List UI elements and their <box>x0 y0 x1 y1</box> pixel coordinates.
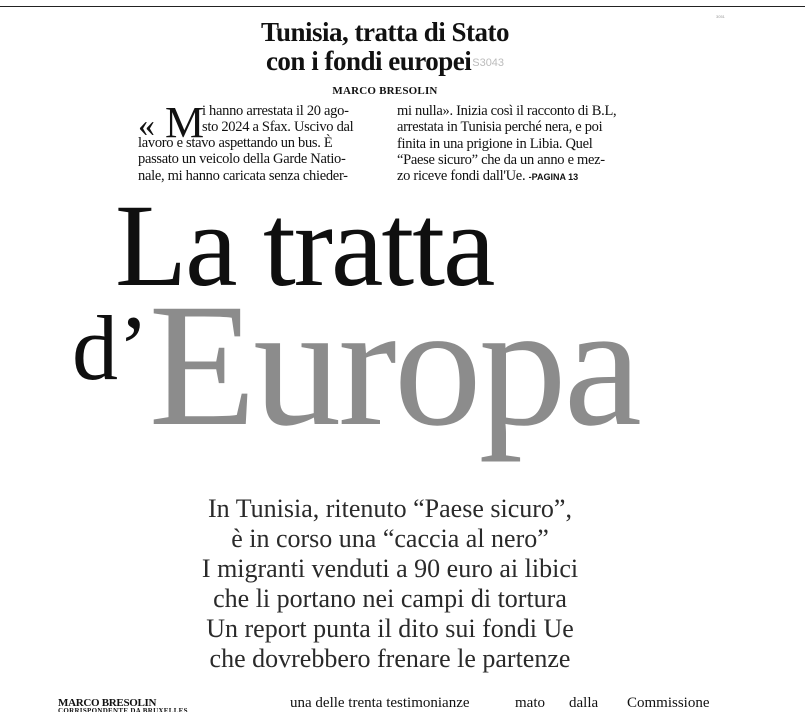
main-headline-line-2 <box>72 268 639 463</box>
footer-byline-role: CORRISPONDENTE DA BRUXELLES <box>58 707 188 712</box>
body-text-fragment: Commissione <box>627 695 710 711</box>
headline-prefix: d’ <box>72 297 149 399</box>
body-text-fragment: una delle trenta testimonianze <box>290 695 470 711</box>
top-rule <box>0 6 805 7</box>
lead-line: mi nulla». Inizia così il racconto di B.L, <box>397 103 617 119</box>
teaser-byline: MARCO BRESOLIN <box>332 85 438 97</box>
body-text-fragment: mato <box>515 695 545 711</box>
headline-europa: Europa <box>148 268 639 463</box>
lead-line: sto 2024 a Sfax. Uscivo dal <box>202 119 354 135</box>
body-text-fragment: dalla <box>569 695 599 711</box>
main-headline-line-1: La tratta <box>115 180 494 311</box>
subheadline-line: che li portano nei campi di tortura <box>213 584 567 613</box>
subheadline <box>120 494 660 674</box>
teaser-title-line-2: con i fondi europei <box>265 46 472 76</box>
subheadline-line: che dovrebbero frenare le partenze <box>209 644 571 673</box>
page-mark: 3051 <box>716 14 725 19</box>
lead-line: passato un veicolo della Garde Natio- <box>138 151 346 168</box>
opening-guillemet: « <box>138 107 155 144</box>
lead-column-right <box>397 103 647 185</box>
lead-line: lavoro e stavo aspettando un bus. È <box>138 135 333 151</box>
lead-line: i hanno arrestata il 20 ago- <box>202 103 349 119</box>
subheadline-line: è in corso una “caccia al nero” <box>231 524 549 553</box>
page-reference-link[interactable]: -PAGINA 13 <box>528 172 579 183</box>
watermark-code: S3043 <box>472 57 505 70</box>
teaser-title[interactable] <box>210 18 560 78</box>
teaser-title-line-1: Tunisia, tratta di Stato <box>260 17 510 47</box>
lead-line: zo riceve fondi dall'Ue. <box>397 168 529 185</box>
footer-byline: MARCO BRESOLIN <box>58 697 157 709</box>
lead-line: “Paese sicuro” che da un anno e mez- <box>397 151 605 168</box>
drop-cap: M <box>165 98 204 147</box>
lead-line: finita in una prigione in Libia. Quel <box>397 135 593 152</box>
teaser-title-line-2-wrap <box>210 47 560 78</box>
subheadline-line: I migranti venduti a 90 euro ai libici <box>201 554 579 583</box>
lead-line: nale, mi hanno caricata senza chieder- <box>138 167 348 184</box>
lead-line: arrestata in Tunisia perché nera, e poi <box>397 119 603 136</box>
lead-column-left <box>138 98 386 184</box>
subheadline-line: Un report punta il dito sui fondi Ue <box>206 614 574 643</box>
subheadline-line: In Tunisia, ritenuto “Paese sicuro”, <box>208 494 572 523</box>
